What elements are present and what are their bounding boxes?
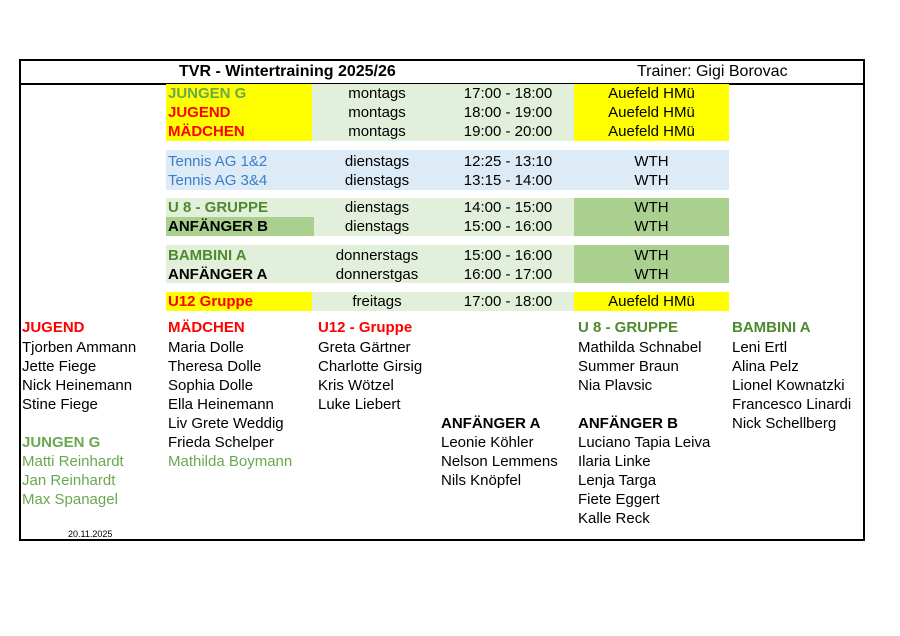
member-name: Jette Fiege [22,358,97,375]
member-name: Nils Knöpfel [441,472,522,489]
schedule-day: donnerstags [335,247,419,264]
member-name: Matti Reinhardt [22,453,124,470]
schedule-day: dienstags [344,199,410,216]
schedule-place: WTH [634,218,669,235]
schedule-day: donnerstgas [335,266,419,283]
schedule-time: 19:00 - 20:00 [463,123,553,140]
schedule-group: MÄDCHEN [168,123,245,140]
schedule-day: dienstags [344,218,410,235]
schedule-group: BAMBINI A [168,247,247,264]
schedule-group: Tennis AG 3&4 [168,172,268,189]
schedule-place: Auefeld HMü [608,293,695,310]
schedule-time: 17:00 - 18:00 [463,85,553,102]
page-title: TVR - Wintertraining 2025/26 [179,63,396,80]
schedule-place: WTH [634,266,669,283]
member-name: Ella Heinemann [168,396,274,413]
schedule-group: JUNGEN G [168,85,247,102]
group-title-bambini-a: BAMBINI A [732,319,811,336]
member-name: Alina Pelz [732,358,799,375]
member-name: Leni Ertl [732,339,788,356]
schedule-day: montags [348,85,406,102]
member-name: Charlotte Girsig [318,358,423,375]
schedule-place: WTH [634,153,669,170]
member-name: Lionel Kownatzki [732,377,845,394]
member-name: Nelson Lemmens [441,453,558,470]
member-name: Francesco Linardi [732,396,852,413]
trainer-label: Trainer: Gigi Borovac [637,63,788,80]
group-title-jungen-g: JUNGEN G [22,434,101,451]
group-title-anfaenger-b: ANFÄNGER B [578,415,678,432]
member-name: Sophia Dolle [168,377,254,394]
schedule-time: 18:00 - 19:00 [463,104,553,121]
schedule-day: montags [348,123,406,140]
schedule-place: Auefeld HMü [608,123,695,140]
member-name: Fiete Eggert [578,491,660,508]
schedule-day: dienstags [344,153,410,170]
group-title-maedchen: MÄDCHEN [168,319,245,336]
member-name: Theresa Dolle [168,358,262,375]
schedule-time: 12:25 - 13:10 [463,153,553,170]
member-name: Ilaria Linke [578,453,651,470]
schedule-place: WTH [634,247,669,264]
schedule-group: U12 Gruppe [168,293,254,310]
schedule-day: dienstags [344,172,410,189]
schedule-time: 14:00 - 15:00 [463,199,553,216]
schedule-time: 15:00 - 16:00 [463,247,553,264]
schedule-group: ANFÄNGER A [168,266,268,283]
group-title-u12: U12 - Gruppe [318,319,413,336]
member-name: Maria Dolle [168,339,244,356]
schedule-group: Tennis AG 1&2 [168,153,268,170]
member-name: Nick Heinemann [22,377,133,394]
member-name: Jan Reinhardt [22,472,116,489]
member-name: Greta Gärtner [318,339,411,356]
member-name: Liv Grete Weddig [168,415,284,432]
group-title-u8: U 8 - GRUPPE [578,319,679,336]
group-title-anfaenger-a: ANFÄNGER A [441,415,541,432]
schedule-group: U 8 - GRUPPE [168,199,269,216]
schedule-place: WTH [634,199,669,216]
schedule-time: 13:15 - 14:00 [463,172,553,189]
footer-date: 20.11.2025 [68,529,113,539]
member-name: Lenja Targa [578,472,657,489]
schedule-place: WTH [634,172,669,189]
member-name: Max Spanagel [22,491,118,508]
member-name: Mathilda Boymann [168,453,293,470]
member-name: Nick Schellberg [732,415,837,432]
schedule-place: Auefeld HMü [608,104,695,121]
schedule-day: freitags [352,293,402,310]
member-name: Frieda Schelper [168,434,274,451]
member-name: Summer Braun [578,358,679,375]
member-name: Luke Liebert [318,396,401,413]
member-name: Luciano Tapia Leiva [578,434,711,451]
schedule-time: 15:00 - 16:00 [463,218,553,235]
schedule-group: JUGEND [168,104,231,121]
member-name: Kalle Reck [578,510,650,527]
schedule-place: Auefeld HMü [608,85,695,102]
schedule-day: montags [348,104,406,121]
schedule-group: ANFÄNGER B [168,218,268,235]
member-name: Leonie Köhler [441,434,534,451]
schedule-time: 17:00 - 18:00 [463,293,553,310]
group-title-jugend: JUGEND [22,319,85,336]
member-name: Stine Fiege [22,396,98,413]
member-name: Kris Wötzel [318,377,394,394]
member-name: Nia Plavsic [578,377,653,394]
member-name: Mathilda Schnabel [578,339,702,356]
member-name: Tjorben Ammann [22,339,137,356]
schedule-time: 16:00 - 17:00 [463,266,553,283]
